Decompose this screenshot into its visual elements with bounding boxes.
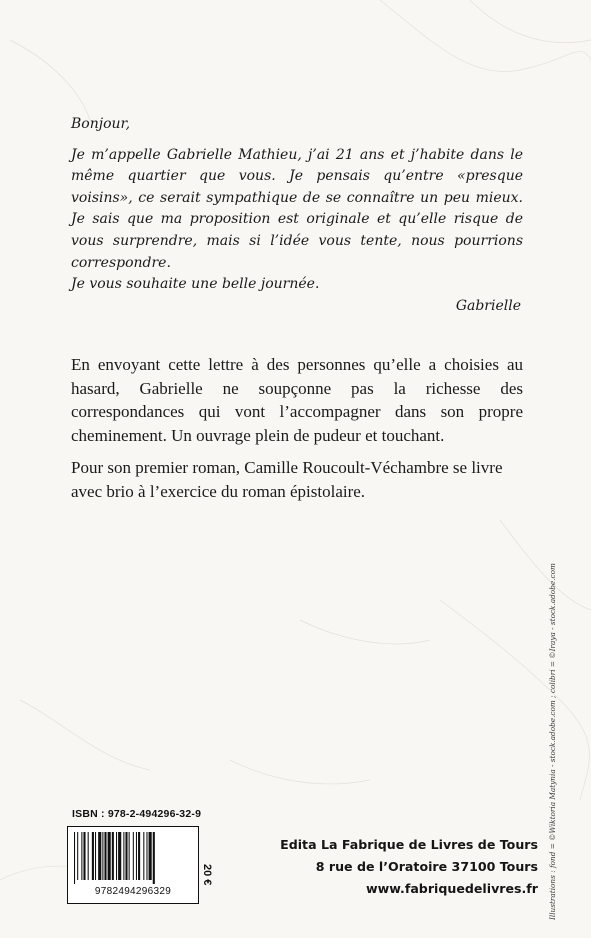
barcode-bar	[133, 832, 134, 880]
book-blurb	[71, 353, 523, 504]
barcode-bar	[108, 832, 111, 880]
barcode-bar	[95, 832, 96, 880]
letter-body: Je m’appelle Gabrielle Mathieu, j’ai 21 ans et j’habite dans le même quartier que vous. Je pensais qu’entre «presque voisins», ce serait sympathique de se connaître un peu mieux. Je sais que ma proposition est originale et qu’elle risque de vous surprendre, mais si l’idée vous tente, nous pourrions correspondre.	[71, 146, 523, 271]
barcode-bar	[146, 832, 147, 880]
barcode-bar	[112, 832, 114, 880]
barcode-number: 9782494296329	[94, 886, 172, 897]
blurb-paragraph: Pour son premier roman, Camille Roucoult-Véchambre se livre avec brio à l’exercice du roman épistolaire.	[71, 458, 503, 501]
barcode-bar	[143, 832, 144, 880]
barcode-bar	[104, 832, 106, 880]
publisher-info	[280, 834, 538, 901]
blurb-paragraph: En envoyant cette lettre à des personnes qu’elle a choisies au hasard, Gabrielle ne soupçonne pas la richesse des correspondances qui vont l’accompagner dans son propre cheminement. Un ouvrage plein de pudeur et touchant.	[71, 355, 523, 445]
barcode-bar	[74, 832, 75, 884]
barcode-bar	[77, 832, 78, 880]
barcode-bar	[88, 832, 89, 880]
barcode-bar	[116, 832, 117, 880]
barcode-bar	[138, 832, 140, 880]
publisher-name: Edita La Fabrique de Livres de Tours	[280, 837, 538, 852]
price-label: 20 €	[201, 864, 213, 886]
barcode	[67, 826, 199, 904]
barcode-bar	[118, 832, 121, 880]
letter-closing: Je vous souhaite une belle journée.	[71, 276, 320, 293]
barcode-bar	[83, 832, 85, 880]
barcode-bar	[123, 832, 124, 880]
barcode-bar	[102, 832, 103, 880]
barcode-bar	[129, 832, 130, 880]
barcode-bar	[136, 832, 137, 880]
barcode-bar	[98, 832, 101, 880]
letter-excerpt	[71, 114, 523, 317]
barcode-bar	[149, 832, 152, 880]
barcode-bar	[153, 832, 155, 884]
isbn-label: ISBN : 978-2-494296-32-9	[72, 808, 202, 820]
publisher-website[interactable]: www.fabriquedelivres.fr	[365, 881, 538, 897]
publisher-address: 8 rue de l’Oratoire 37100 Tours	[315, 859, 538, 875]
barcode-bars	[68, 827, 198, 887]
barcode-bar	[125, 832, 127, 880]
barcode-bar	[92, 832, 94, 880]
letter-signature: Gabrielle	[455, 297, 521, 314]
barcode-bar	[81, 832, 82, 880]
illustration-credits: Illustrations : fond = ©Wiktoria Matynia - stock.adobe.com ; colibri = ©Iraya - stock.adobe.com	[548, 563, 557, 920]
letter-greeting: Bonjour,	[71, 116, 131, 132]
